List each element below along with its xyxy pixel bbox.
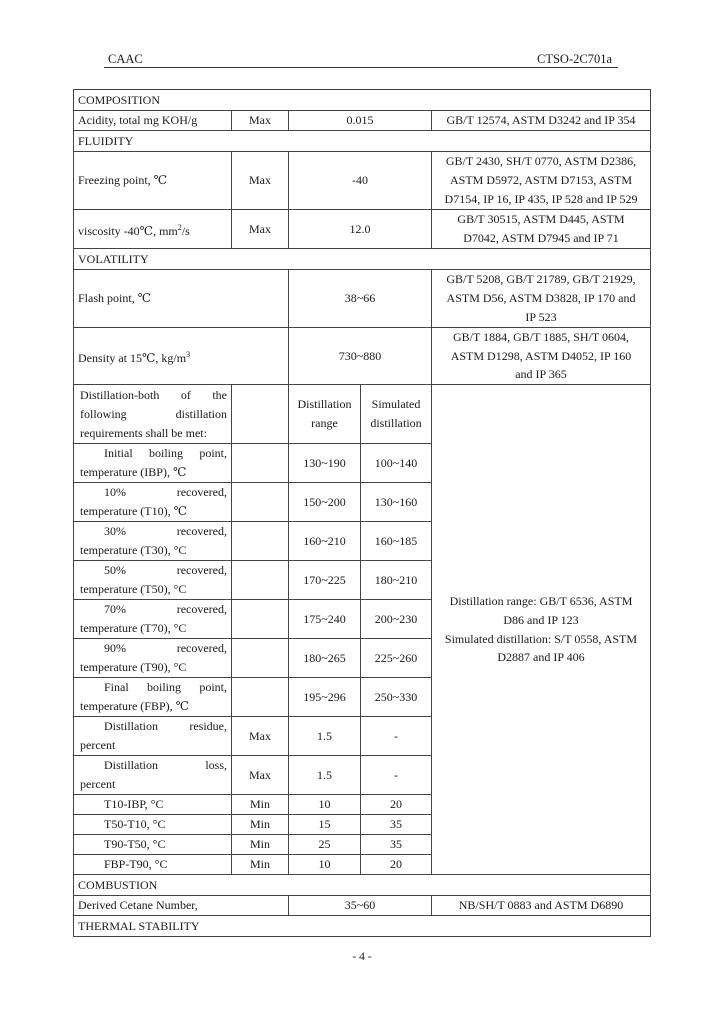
freezing-limit: Max	[232, 152, 289, 210]
row-flash	[74, 270, 651, 328]
flash-value: 38~66	[289, 270, 432, 328]
header-right: CTSO-2C701a	[537, 52, 612, 66]
distillation-row-t50: 50% recovered, temperature (T50), °C 170~225 180~210	[74, 561, 651, 600]
distillation-row-t50-t10: T50-T10, °C Min 15 35	[74, 815, 651, 835]
section-row-composition	[74, 90, 651, 111]
distillation-row-t30: 30% recovered, temperature (T30), °C 160~210 160~185	[74, 522, 651, 561]
viscosity-method: GB/T 30515, ASTM D445, ASTM D7042, ASTM D7945 and IP 71	[432, 210, 651, 249]
distillation-row-t90: 90% recovered, temperature (T90), °C 180~265 225~260	[74, 639, 651, 678]
section-row-thermal	[74, 916, 651, 937]
viscosity-limit: Max	[232, 210, 289, 249]
spec-table	[73, 89, 651, 937]
acidity-method: GB/T 12574, ASTM D3242 and IP 354	[432, 111, 651, 131]
acidity-limit: Max	[232, 111, 289, 131]
header-rule	[104, 67, 618, 68]
section-thermal-stability: THERMAL STABILITY	[74, 916, 651, 937]
distillation-range-header: Distillation range	[289, 385, 361, 444]
distillation-row-t70: 70% recovered, temperature (T70), °C 175~240 200~230	[74, 600, 651, 639]
section-row-combustion	[74, 875, 651, 896]
freezing-method: GB/T 2430, SH/T 0770, ASTM D2386, ASTM D5972, ASTM D7153, ASTM D7154, IP 16, IP 435, IP 528 and IP 529	[432, 152, 651, 210]
density-item: Density at 15℃, $kg/m^3$	[74, 328, 289, 385]
cetane-value: 35~60	[289, 896, 432, 916]
distillation-row-t10-ibp: T10-IBP, °C Min 10 20	[74, 795, 651, 815]
cetane-item: Derived Cetane Number,	[74, 896, 289, 916]
section-combustion: COMBUSTION	[74, 875, 651, 896]
density-value: 730~880	[289, 328, 432, 385]
acidity-value: 0.015	[289, 111, 432, 131]
page-number: - 4 -	[352, 951, 372, 963]
density-method: GB/T 1884, GB/T 1885, SH/T 0604, ASTM D1298, ASTM D4052, IP 160 and IP 365	[432, 328, 651, 385]
section-row-volatility	[74, 249, 651, 270]
distillation-intro: Distillation-both of the following distillation requirements shall be met:	[74, 385, 232, 444]
header-left: CAAC	[108, 52, 143, 66]
freezing-value: -40	[289, 152, 432, 210]
distillation-method: Distillation range: GB/T 6536, ASTM D86 and IP 123 Simulated distillation: S/T 0558, ASTM D2887 and IP 406	[432, 385, 651, 875]
acidity-item: Acidity, total mg KOH/g	[74, 111, 232, 131]
flash-item: Flash point, ℃	[74, 270, 289, 328]
distillation-row-fbp-t90: FBP-T90, °C Min 10 20	[74, 855, 651, 875]
viscosity-item: viscosity -40℃, $mm^2/s$	[74, 210, 232, 249]
row-viscosity	[74, 210, 651, 249]
freezing-item: Freezing point, ℃	[74, 152, 232, 210]
cetane-method: NB/SH/T 0883 and ASTM D6890	[432, 896, 651, 916]
row-acidity	[74, 111, 651, 131]
row-distillation-intro	[74, 385, 651, 444]
section-volatility: VOLATILITY	[74, 249, 651, 270]
row-density	[74, 328, 651, 385]
distillation-row-fbp: Final boiling point, temperature (FBP), ℃ 195~296 250~330	[74, 678, 651, 717]
section-composition: COMPOSITION	[74, 90, 651, 111]
distillation-row-loss: Distillation loss, percent Max 1.5 -	[74, 756, 651, 795]
distillation-row-residue: Distillation residue, percent Max 1.5 -	[74, 717, 651, 756]
distillation-row-t10: 10% recovered, temperature (T10), ℃ 150~200 130~160	[74, 483, 651, 522]
row-freezing	[74, 152, 651, 210]
viscosity-value: 12.0	[289, 210, 432, 249]
section-row-fluidity	[74, 131, 651, 152]
simulated-distillation-header: Simulated distillation	[361, 385, 432, 444]
distillation-row-t90-t50: T90-T50, °C Min 25 35	[74, 835, 651, 855]
section-fluidity: FLUIDITY	[74, 131, 651, 152]
flash-method: GB/T 5208, GB/T 21789, GB/T 21929, ASTM D56, ASTM D3828, IP 170 and IP 523	[432, 270, 651, 328]
distillation-row-ibp: Initial boiling point, temperature (IBP), ℃ 130~190 100~140	[74, 444, 651, 483]
row-cetane	[74, 896, 651, 916]
